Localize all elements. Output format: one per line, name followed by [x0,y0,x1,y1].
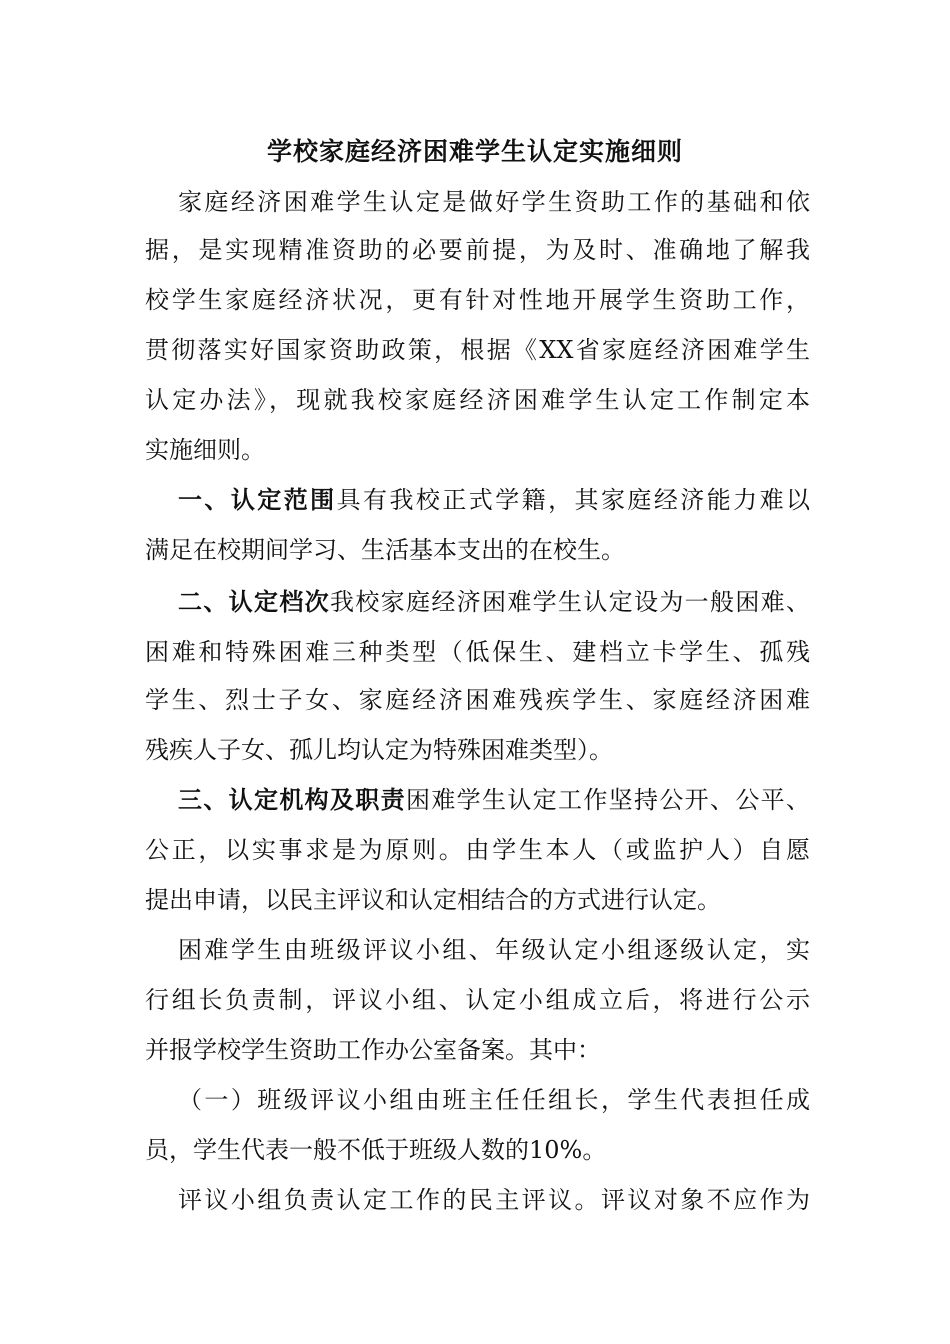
section3-line-3: 提出申请，以民主评议和认定相结合的方式进行认定。 [145,886,721,914]
section2-text: 我校家庭经济困难学生认定设为一般困难、 [330,588,810,616]
document-title: 学校家庭经济困难学生认定实施细则 [266,137,683,166]
section2-line-4: 残疾人子女、孤儿均认定为特殊困难类型）。 [145,736,613,764]
intro-line-3: 校学生家庭经济状况，更有针对性地开展学生资助工作， [145,286,810,314]
section3-line-1 [178,780,810,820]
section2-line-3: 学生、烈士子女、家庭经济困难残疾学生、家庭经济困难 [145,686,810,714]
intro-line-2: 据，是实现精准资助的必要前提，为及时、准确地了解我 [145,236,810,264]
section3-line-2: 公正，以实事求是为原则。由学生本人（或监护人）自愿 [145,836,810,864]
section2-heading: 二、认定档次 [178,587,330,616]
para4-line-3: 并报学校学生资助工作办公室备案。其中： [145,1036,601,1064]
section3-heading: 三、认定机构及职责 [178,785,406,814]
section2-line-1 [178,582,810,622]
section1-line-1 [178,480,810,520]
section1-line-2: 满足在校期间学习、生活基本支出的在校生。 [145,536,625,564]
para5-line-1: （一）班级评议小组由班主任任组长，学生代表担任成 [178,1086,810,1114]
section1-text: 具有我校正式学籍，其家庭经济能力难以 [336,486,810,514]
para4-line-2: 行组长负责制，评议小组、认定小组成立后，将进行公示 [145,986,810,1014]
para6-line-1: 评议小组负责认定工作的民主评议。评议对象不应作为 [178,1186,810,1214]
section1-heading: 一、认定范围 [178,485,337,514]
section2-line-2: 困难和特殊困难三种类型（低保生、建档立卡学生、孤残 [145,638,810,666]
para4-line-1: 困难学生由班级评议小组、年级认定小组逐级认定，实 [178,936,810,964]
intro-line-6: 实施细则。 [145,436,265,464]
para5-line-2: 员，学生代表一般不低于班级人数的10%。 [145,1136,607,1164]
intro-line-1: 家庭经济困难学生认定是做好学生资助工作的基础和依 [178,188,810,216]
section3-text: 困难学生认定工作坚持公开、公平、 [406,786,810,814]
intro-line-5: 认定办法》，现就我校家庭经济困难学生认定工作制定本 [145,386,810,414]
intro-line-4: 贯彻落实好国家资助政策，根据《XX省家庭经济困难学生 [145,336,810,364]
